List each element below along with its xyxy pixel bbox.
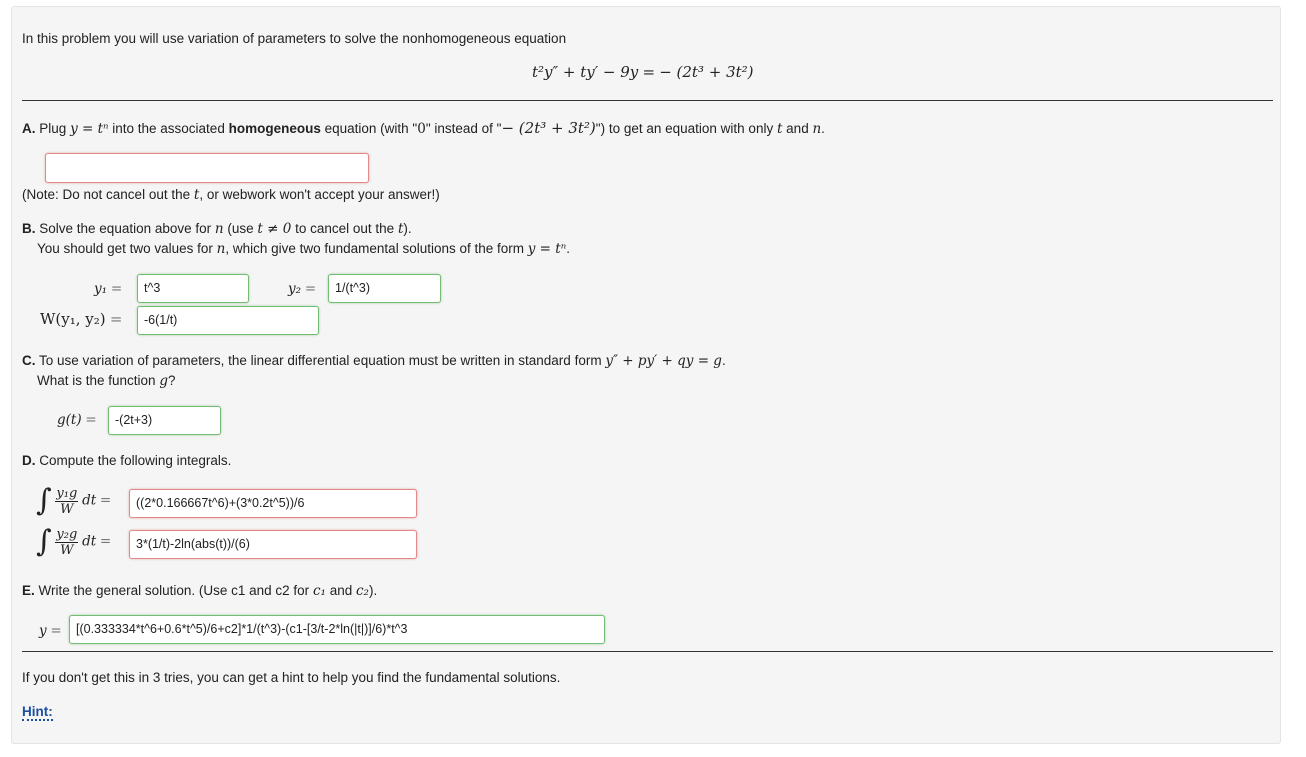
part-a-prompt: A. Plug y = tⁿ into the associated homogeneous equation (with "0" instead of "− (2t³ + 3t²)") to get an equation with only t and n. <box>22 119 825 137</box>
integral-2-input[interactable]: 3*(1/t)-2ln(abs(t))/(6) <box>129 530 417 559</box>
divider-bottom <box>22 651 1273 652</box>
integral-sign: ∫ <box>36 524 52 559</box>
integral-sign: ∫ <box>36 483 52 518</box>
problem-panel <box>11 6 1281 744</box>
y2-label: y₂ = <box>288 281 317 297</box>
part-a-note: (Note: Do not cancel out the t, or webwork won't accept your answer!) <box>22 187 440 203</box>
part-c-prompt: C. To use variation of parameters, the linear differential equation must be written in standard form y″ + py′ + qy = g. <box>22 353 726 369</box>
part-d-prompt: D. Compute the following integrals. <box>22 453 232 468</box>
part-b-prompt: B. Solve the equation above for n (use t ≠ 0 to cancel out the t). <box>22 221 412 237</box>
intro-text: In this problem you will use variation of parameters to solve the nonhomogeneous equation <box>22 31 567 46</box>
part-e-prompt: E. Write the general solution. (Use c1 and c2 for c₁ and c₂). <box>22 583 378 599</box>
y1-input[interactable]: t^3 <box>137 274 249 303</box>
general-solution-input[interactable]: [(0.333334*t^6+0.6*t^5)/6+c2]*1/(t^3)-(c1-[3/t-2*ln(|t|)]/6)*t^3 <box>69 615 605 644</box>
integral-1-label: ∫ $\frac{\text{y₁g}}{W}$ dt = <box>36 483 112 518</box>
g-label: g(t) = <box>57 412 97 428</box>
wronskian-input[interactable]: -6(1/t) <box>137 306 319 335</box>
g-input[interactable]: -(2t+3) <box>108 406 221 435</box>
y2-input[interactable]: 1/(t^3) <box>328 274 441 303</box>
y1-label: y₁ = <box>94 281 123 297</box>
homogeneous-equation-input[interactable] <box>45 153 369 183</box>
integral-1-input[interactable]: ((2*0.166667t^6)+(3*0.2t^5))/6 <box>129 489 417 518</box>
integral-2-label: ∫ $\frac{\text{y₂g}}{W}$ dt = <box>36 524 112 559</box>
fraction-2: $\frac{\text{y₂g}}{W}$ <box>56 526 78 558</box>
part-c-question: What is the function g? <box>37 373 176 389</box>
hint-link[interactable]: Hint: <box>22 704 53 719</box>
general-solution-label: y = <box>39 623 62 639</box>
wronskian-label: W(y₁, y₂) = <box>40 310 123 328</box>
divider-top <box>22 100 1273 101</box>
fraction-1: $\frac{\text{y₁g}}{W}$ <box>56 485 78 517</box>
hint-link-wrapper <box>22 704 53 719</box>
hint-description: If you don't get this in 3 tries, you can get a hint to help you find the fundamental solutions. <box>22 670 561 685</box>
main-equation: t²y″ + ty′ − 9y = − (2t³ + 3t²) <box>532 63 754 81</box>
part-b-instructions: You should get two values for n, which give two fundamental solutions of the form y = tⁿ. <box>37 241 570 257</box>
